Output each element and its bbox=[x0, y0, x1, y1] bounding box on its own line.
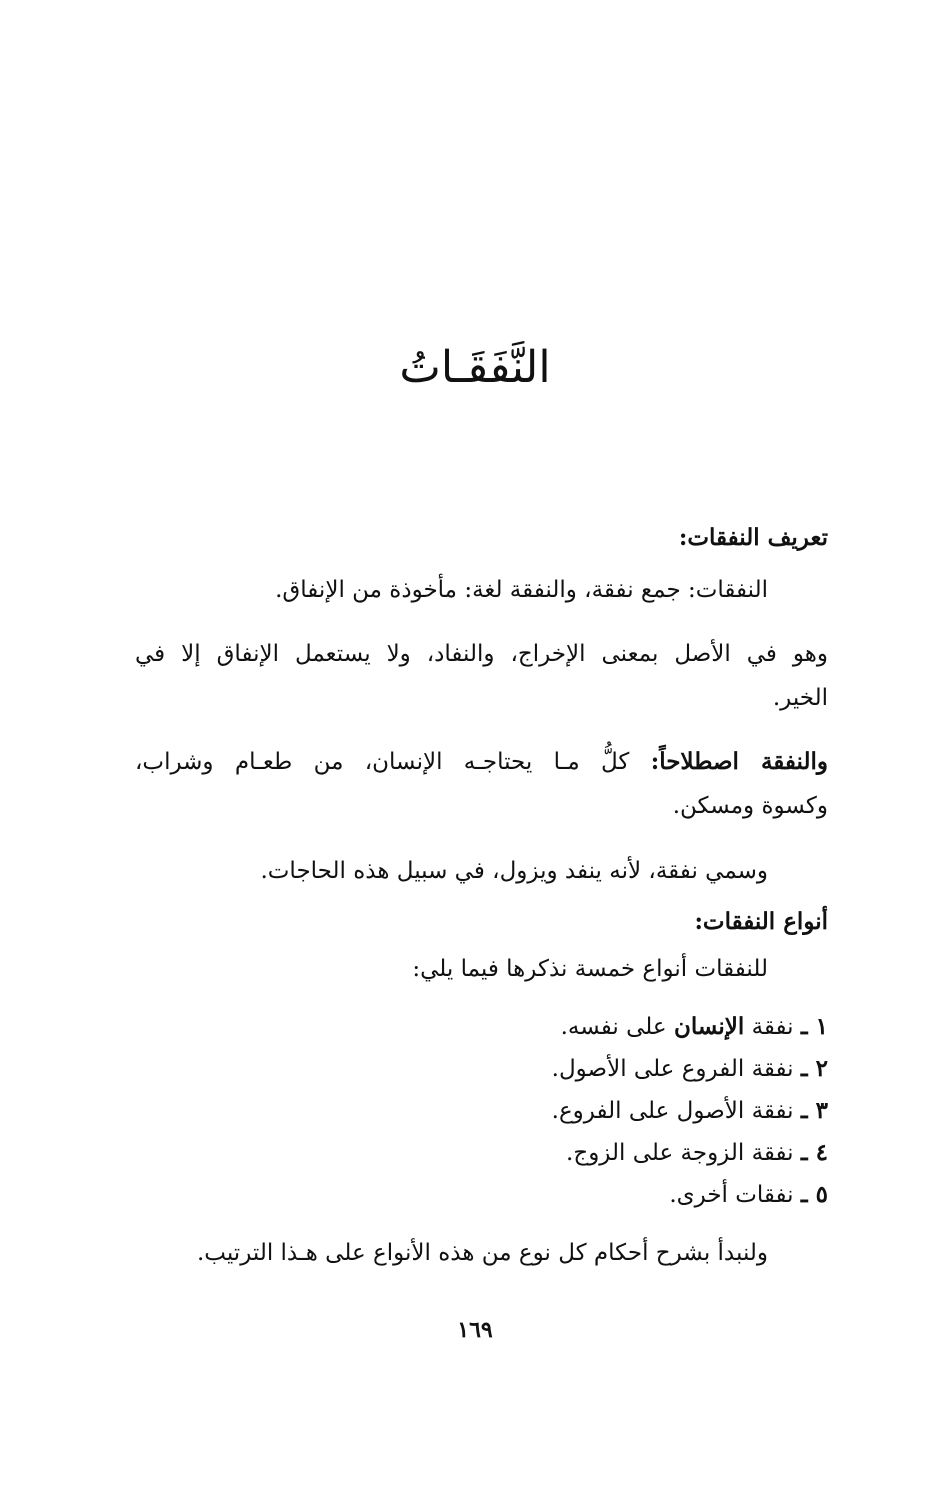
list-number: ٢ ـ bbox=[800, 1055, 828, 1082]
section-heading-definition: تعريف النفقات: bbox=[678, 524, 828, 551]
list-text-bold: الإنسان bbox=[673, 1013, 745, 1040]
list-text: نفقة bbox=[744, 1014, 801, 1040]
list-number: ١ ـ bbox=[800, 1013, 828, 1040]
paragraph-types-intro: للنفقات أنواع خمسة نذكرها فيما يلي: bbox=[412, 956, 768, 982]
list-item bbox=[552, 1053, 828, 1085]
list-number: ٤ ـ bbox=[800, 1139, 828, 1166]
paragraph-definition-linguistic: النفقات: جمع نفقة، والنفقة لغة: مأخوذة من الإنفاق. bbox=[275, 577, 768, 603]
paragraph-closing: ولنبدأ بشرح أحكام كل نوع من هذه الأنواع على هـذا الترتيب. bbox=[196, 1240, 768, 1266]
technical-term-label: والنفقة اصطلاحاً: bbox=[650, 748, 828, 775]
paragraph-naming-reason: وسمي نفقة، لأنه ينفد ويزول، في سبيل هذه الحاجات. bbox=[260, 858, 768, 884]
list-item bbox=[566, 1137, 828, 1169]
list-item bbox=[669, 1179, 828, 1211]
list-item bbox=[561, 1011, 828, 1043]
section-heading-types: أنواع النفقات: bbox=[694, 908, 828, 935]
list-text: نفقة الأصول على الفروع. bbox=[551, 1098, 801, 1124]
paragraph-definition-technical-line2: وكسوة ومسكن. bbox=[672, 793, 828, 819]
paragraph-original-meaning-line2: الخير. bbox=[772, 685, 828, 711]
list-text: على نفسه. bbox=[560, 1014, 674, 1040]
list-number: ٣ ـ bbox=[800, 1097, 828, 1124]
list-number: ٥ ـ bbox=[800, 1181, 828, 1208]
list-text: نفقة الفروع على الأصول. bbox=[551, 1056, 801, 1082]
paragraph-definition-technical-line1 bbox=[135, 746, 828, 778]
page-title: النَّفَقَـاتُ bbox=[399, 342, 551, 393]
technical-definition-text: كلُّ مـا يحتاجـه الإنسان، من طعـام وشراب، bbox=[135, 749, 651, 775]
list-text: نفقة الزوجة على الزوج. bbox=[566, 1140, 801, 1166]
list-item bbox=[552, 1095, 828, 1127]
list-text: نفقات أخرى. bbox=[669, 1182, 801, 1208]
page-number: ١٦٩ bbox=[457, 1317, 493, 1343]
paragraph-original-meaning-line1: وهو في الأصل بمعنى الإخراج، والنفاد، ولا يستعمل الإنفاق إلا في bbox=[135, 641, 828, 667]
